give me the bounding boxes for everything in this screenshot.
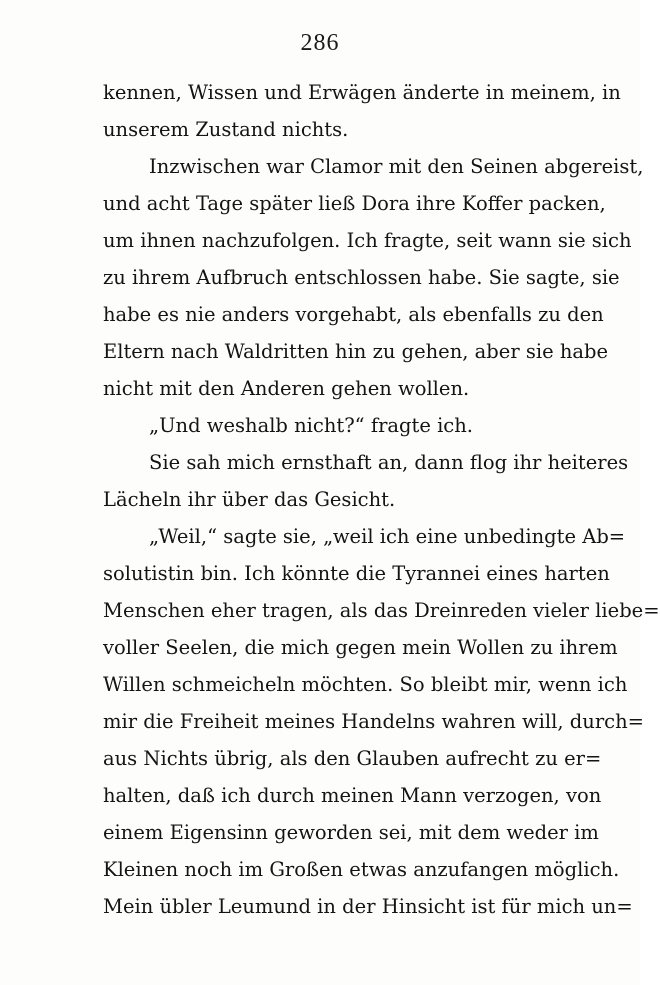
text-line: zu ihrem Aufbruch entschlossen habe. Sie sagte, sie	[103, 266, 620, 289]
text-line: „Weil,“ sagte sie, „weil ich eine unbedingte Ab=	[149, 525, 626, 548]
text-line: Inzwischen war Clamor mit den Seinen abgereist,	[149, 155, 644, 178]
text-line: um ihnen nachzufolgen. Ich fragte, seit wann sie sich	[103, 229, 632, 252]
text-line: Sie sah mich ernsthaft an, dann flog ihr heiteres	[149, 451, 629, 474]
text-line: einem Eigensinn geworden sei, mit dem weder im	[103, 821, 599, 844]
text-line: Kleinen noch im Großen etwas anzufangen möglich.	[103, 858, 620, 881]
text-line: Mein übler Leumund in der Hinsicht ist für mich un=	[103, 895, 633, 918]
text-line: und acht Tage später ließ Dora ihre Koffer packen,	[103, 192, 606, 215]
text-line: „Und weshalb nicht?“ fragte ich.	[149, 414, 473, 437]
text-line: nicht mit den Anderen gehen wollen.	[103, 377, 470, 400]
text-line: habe es nie anders vorgehabt, als ebenfalls zu den	[103, 303, 604, 326]
text-line: Eltern nach Waldritten hin zu gehen, aber sie habe	[103, 340, 609, 363]
text-line: aus Nichts übrig, als den Glauben aufrecht zu er=	[103, 747, 602, 770]
body-text	[103, 74, 660, 925]
text-line: voller Seelen, die mich gegen mein Wollen zu ihrem	[103, 636, 618, 659]
text-line: Willen schmeicheln möchten. So bleibt mir, wenn ich	[103, 673, 628, 696]
page-number: 286	[300, 30, 340, 56]
text-line: halten, daß ich durch meinen Mann verzogen, von	[103, 784, 602, 807]
text-line: Menschen eher tragen, als das Dreinreden vieler liebe=	[103, 599, 660, 622]
text-line: Lächeln ihr über das Gesicht.	[103, 488, 396, 511]
text-line: kennen, Wissen und Erwägen änderte in meinem, in	[103, 81, 621, 104]
text-line: solutistin bin. Ich könnte die Tyrannei eines harten	[103, 562, 610, 585]
text-line: unserem Zustand nichts.	[103, 118, 349, 141]
text-line: mir die Freiheit meines Handelns wahren will, durch=	[103, 710, 644, 733]
